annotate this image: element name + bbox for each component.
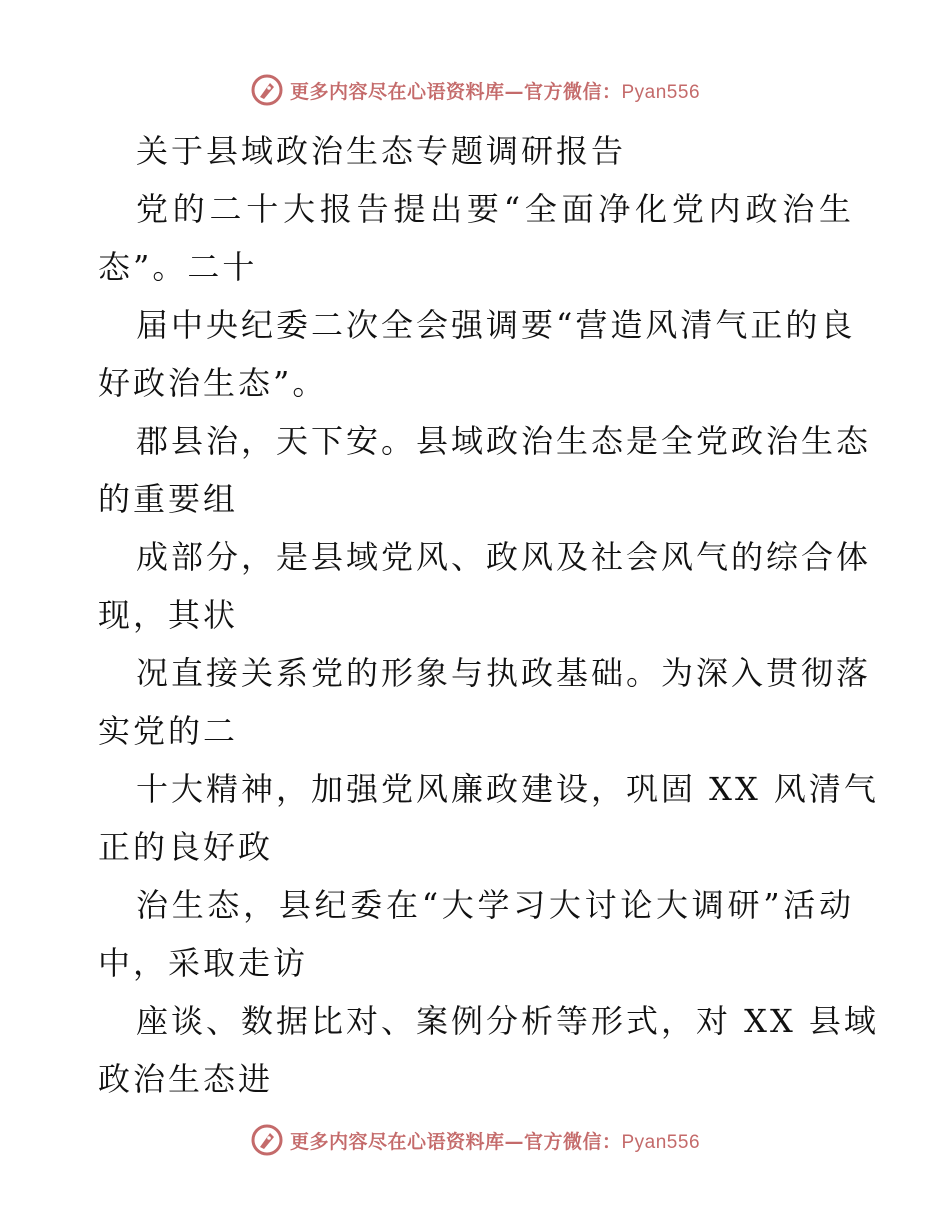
text-line: 郡县治，天下安。县域政治生态是全党政治生态 xyxy=(136,422,872,460)
document-body xyxy=(98,122,879,1108)
text-line: 态”。二十 xyxy=(98,248,258,286)
text-line: 的重要组 xyxy=(98,480,239,518)
text-line: 座谈、数据比对、案例分析等形式，对 XX 县域 xyxy=(136,1002,879,1040)
wechat-id: Pyan556 xyxy=(621,1131,701,1153)
wechat-id: Pyan556 xyxy=(621,81,701,103)
text-line: 正的良好政 xyxy=(98,828,274,866)
text-line: 现，其状 xyxy=(98,596,239,634)
footer-watermark-banner xyxy=(0,1120,950,1160)
header-watermark-banner xyxy=(0,70,950,110)
text-line: 届中央纪委二次全会强调要“营造风清气正的良 xyxy=(136,306,856,344)
text-line: 治生态，县纪委在“大学习大讨论大调研”活动 xyxy=(136,886,854,924)
text-line: 中，采取走访 xyxy=(98,944,309,982)
document-title: 关于县域政治生态专题调研报告 xyxy=(136,132,627,170)
text-line: 党的二十大报告提出要“全面净化党内政治生 xyxy=(136,190,854,228)
banner-text: 更多内容尽在心语资料库—官方微信：Pyan556 xyxy=(289,80,701,103)
text-line: 实党的二 xyxy=(98,712,239,750)
text-line: 政治生态进 xyxy=(98,1060,274,1098)
text-line: 好政治生态”。 xyxy=(98,364,328,402)
banner-text: 更多内容尽在心语资料库—官方微信：Pyan556 xyxy=(289,1130,701,1153)
text-line: 况直接关系党的形象与执政基础。为深入贯彻落 xyxy=(136,654,872,692)
text-line: 十大精神，加强党风廉政建设，巩固 XX 风清气 xyxy=(136,770,879,808)
text-line: 成部分，是县域党风、政风及社会风气的综合体 xyxy=(136,538,872,576)
pen-nib-circle-icon xyxy=(250,1123,284,1157)
pen-nib-circle-icon xyxy=(250,73,284,107)
